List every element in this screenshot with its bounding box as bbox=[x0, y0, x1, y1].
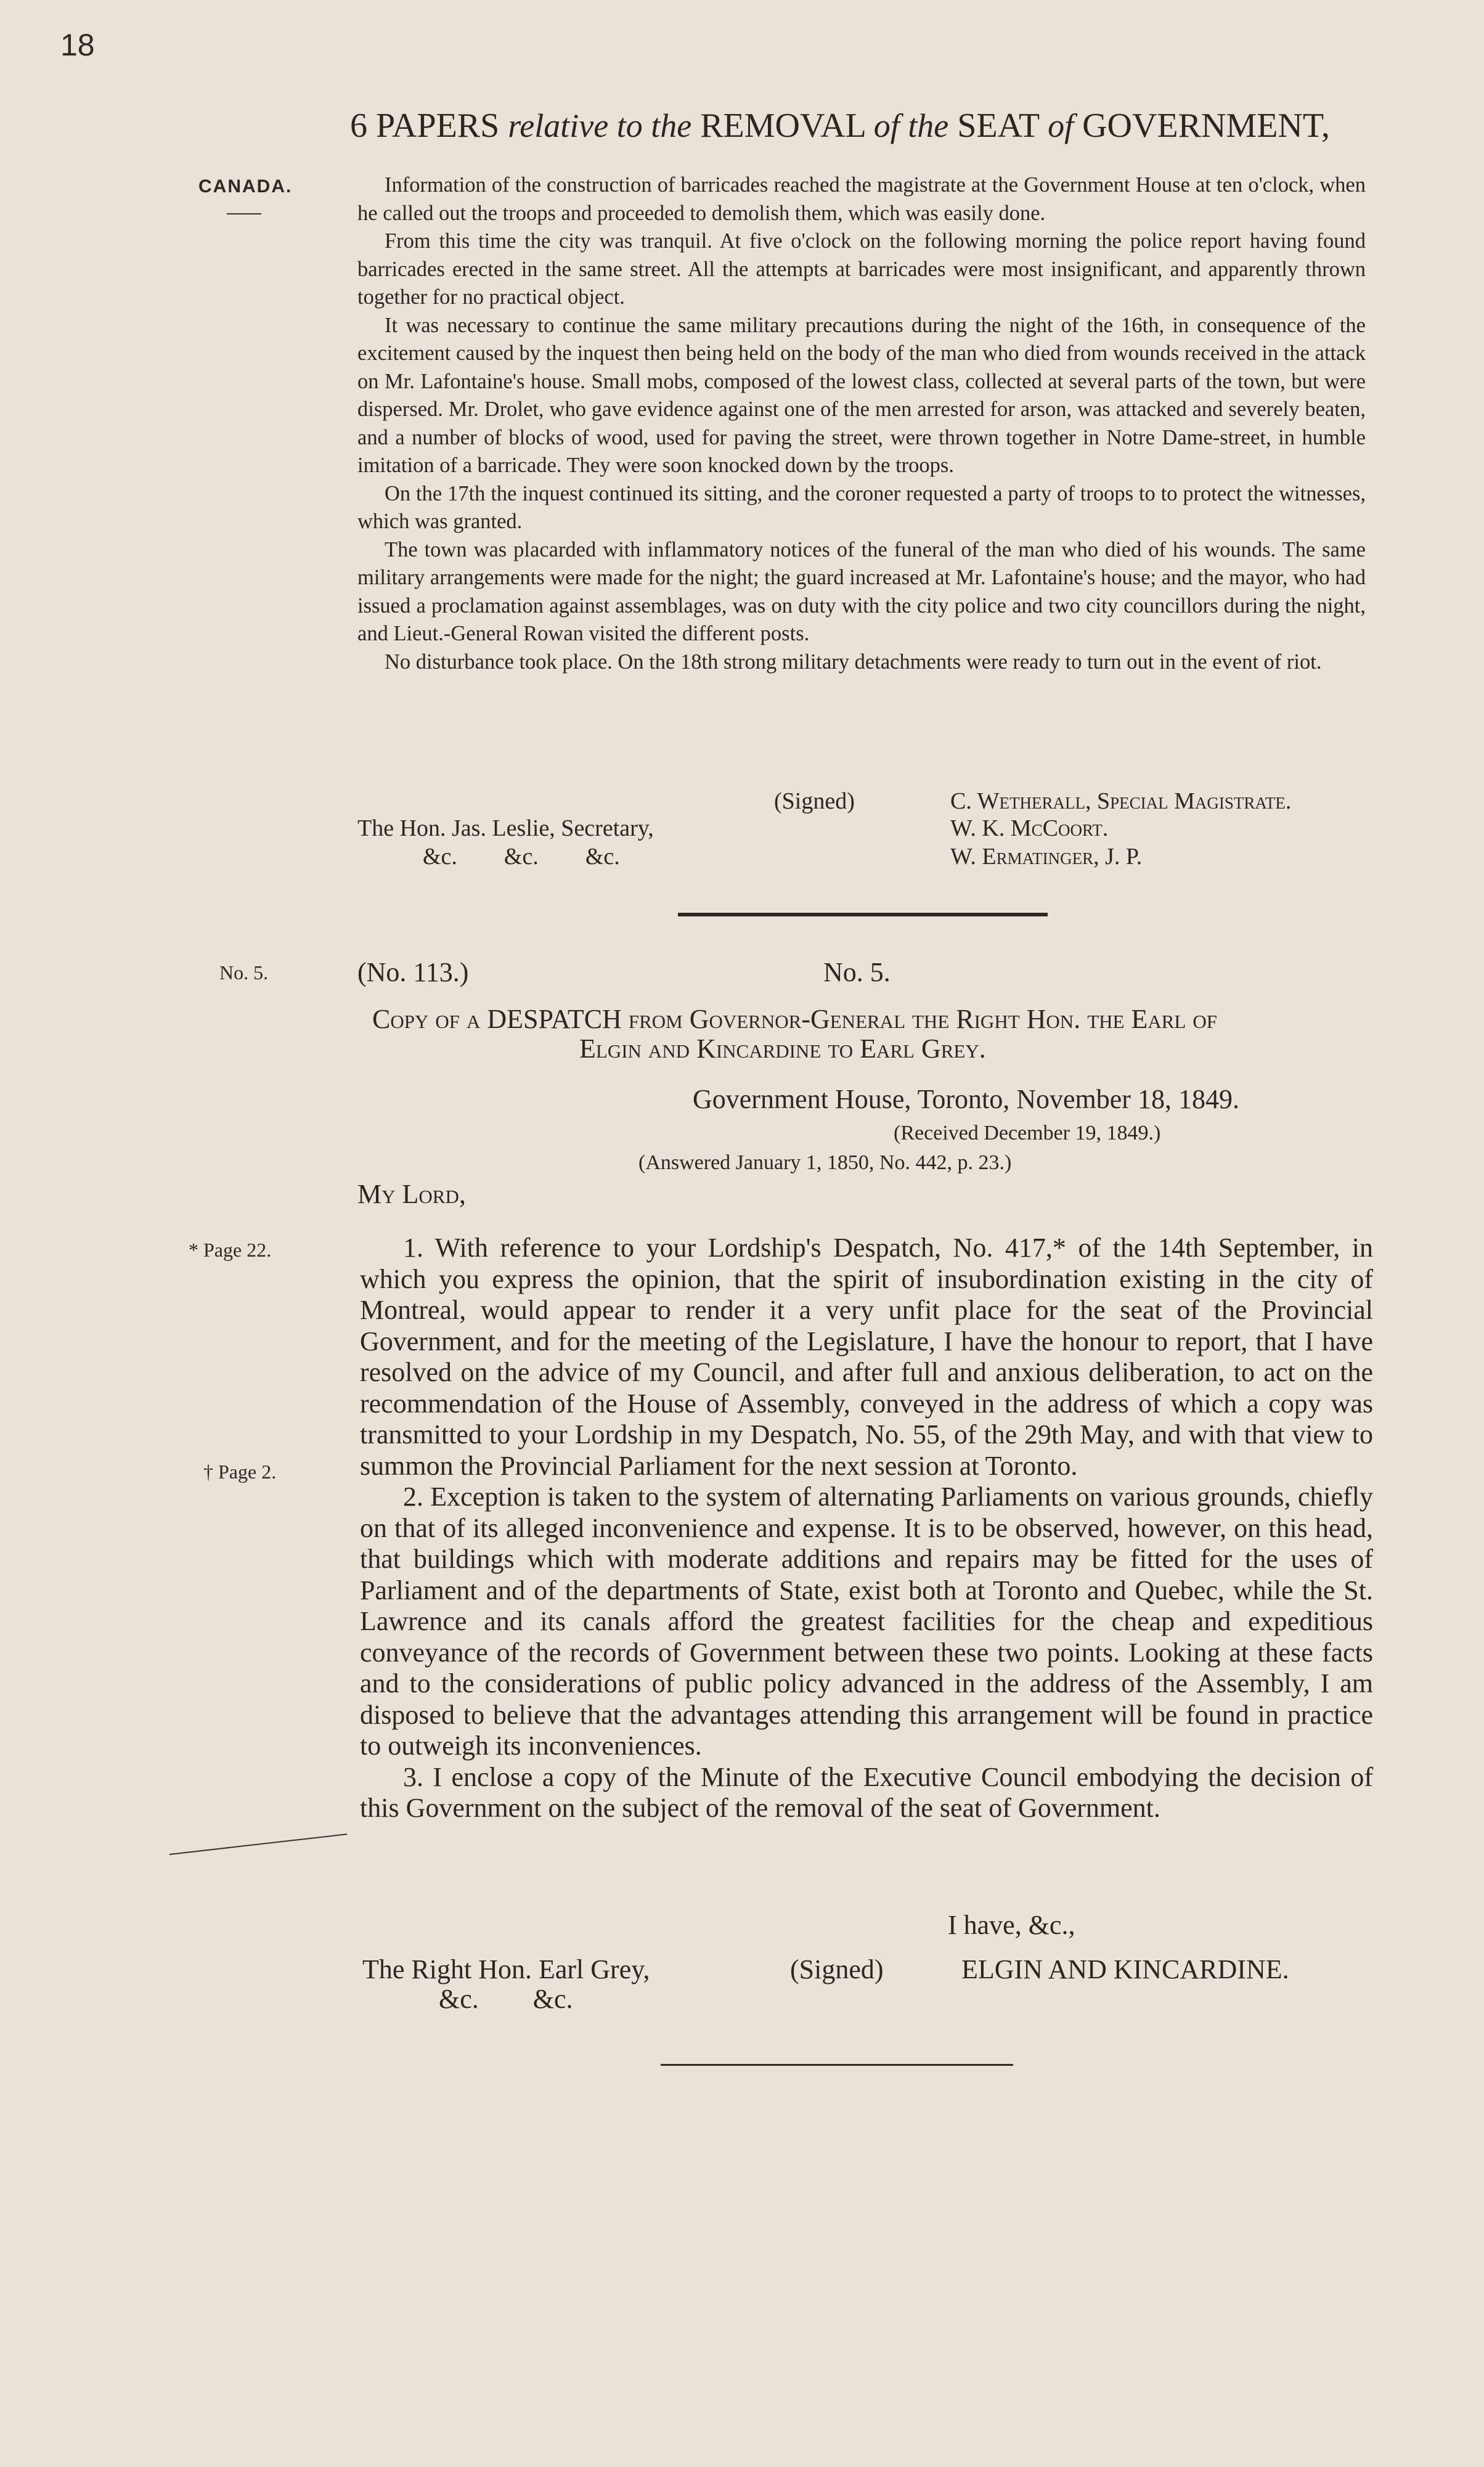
report-signature-wetherall: C. Wetherall, Special Magistrate. bbox=[950, 788, 1292, 814]
report-paragraph: From this time the city was tranquil. At five o'clock on the following morning the police report having found barricades erected in the same street. All the attempts at barricades were most insignificant, and apparently thrown together for no practical object. bbox=[357, 229, 1366, 309]
despatch-answered: (Answered January 1, 1850, No. 442, p. 23.) bbox=[638, 1151, 1012, 1174]
despatch-title-line1: Copy of a DESPATCH from Governor-General the Right Hon. the Earl of bbox=[372, 1004, 1217, 1034]
margin-rule bbox=[227, 213, 261, 214]
despatch-body bbox=[360, 1233, 1373, 1824]
despatch-no-label: No. 5. bbox=[823, 957, 891, 987]
report-paragraph: Information of the construction of barricades reached the magistrate at the Government House at ten o'clock, when he called out the troops and proceeded to demolish them, which was easily done. bbox=[357, 173, 1366, 225]
report-text bbox=[357, 171, 1366, 676]
despatch-received: (Received December 19, 1849.) bbox=[894, 1122, 1161, 1144]
despatch-addressee-etc: &c. &c. bbox=[439, 1984, 573, 2014]
running-head-seat: SEAT bbox=[948, 107, 1048, 145]
despatch-paragraph: 1. With reference to your Lordship's Despatch, No. 417,* of the 14th September, in which you express the opinion, that the spirit of insubordination existing in the city of Montreal, would appear to render it a very unfit place for the seat of the Provincial Government, and for the meeting of the Legislature, I have the honour to report, that I have resolved on the advice of my Council, and after full and anxious deliberation, to act on the recommendation of the House of Assembly, conveyed in the address of which a copy was transmitted to your Lordship in my Despatch, No. 55, of the 29th May, and with that view to summon the Provincial Parliament for the next session at Toronto. bbox=[360, 1233, 1373, 1481]
report-addressee-etc: &c. &c. &c. bbox=[423, 844, 620, 870]
report-signature-mccoort: W. K. McCoort. bbox=[950, 815, 1109, 841]
report-signed: (Signed) bbox=[774, 788, 855, 814]
report-paragraph: The town was placarded with inflammatory notices of the funeral of the man who died of his wounds. The same military arrangements were made for the night; the guard increased at Mr. Lafontaine's house; and the mayor, who had issued a proclamation against assemblages, was on duty with the city police and two city councillors during the night, and Lieut.-General Rowan visited the different posts. bbox=[357, 537, 1366, 645]
margin-note-page-22: * Page 22. bbox=[189, 1239, 272, 1261]
running-head-of-2: of bbox=[1048, 107, 1074, 144]
despatch-closing: I have, &c., bbox=[948, 1910, 1075, 1940]
margin-note-canada: CANADA. bbox=[198, 176, 293, 197]
running-head-removal: REMOVAL bbox=[691, 107, 874, 145]
pencil-mark bbox=[169, 1833, 347, 1855]
margin-note-page-2: † Page 2. bbox=[203, 1461, 277, 1483]
page-number: 18 bbox=[60, 28, 95, 62]
report-paragraph: No disturbance took place. On the 18th strong military detachments were ready to turn out in the event of riot. bbox=[385, 650, 1322, 674]
despatch-place-date: Government House, Toronto, November 18, 1849. bbox=[693, 1084, 1239, 1114]
despatch-title-line2: Elgin and Kincardine to Earl Grey. bbox=[579, 1034, 986, 1064]
despatch-signature: ELGIN AND KINCARDINE. bbox=[961, 1954, 1289, 1984]
report-paragraph: On the 17th the inquest continued its sitting, and the coroner requested a party of troops to to protect the witnesses, which was granted. bbox=[357, 481, 1366, 533]
report-signature-ermatinger: W. Ermatinger, J. P. bbox=[950, 844, 1143, 870]
running-head-prefix: 6 PAPERS bbox=[350, 107, 508, 145]
running-head-relative: relative to the bbox=[508, 107, 692, 144]
running-head bbox=[350, 106, 1373, 145]
running-head-government: GOVERNMENT, bbox=[1074, 107, 1330, 145]
despatch-signed: (Signed) bbox=[790, 1954, 884, 1984]
despatch-paragraph: 3. I enclose a copy of the Minute of the Executive Council embodying the decision of this Government on the subject of the removal of the seat of Government. bbox=[360, 1761, 1373, 1823]
running-head-of: of the bbox=[873, 107, 949, 144]
report-addressee: The Hon. Jas. Leslie, Secretary, bbox=[357, 815, 654, 841]
section-divider bbox=[678, 913, 1048, 916]
report-paragraph: It was necessary to continue the same military precautions during the night of the 16th, in consequence of the excitement caused by the inquest then being held on the body of the man who died from wounds received in the attack on Mr. Lafontaine's house. Small mobs, composed of the lowest class, collected at several parts of the town, but were dispersed. Mr. Drolet, who gave evidence against one of the men arrested for arson, was attacked and severely beaten, and a number of blocks of wood, used for paving the street, were thrown together in Notre Dame-street, in humble imitation of a barricade. They were soon knocked down by the troops. bbox=[357, 313, 1366, 477]
margin-note-no5: No. 5. bbox=[219, 961, 269, 984]
despatch-paragraph: 2. Exception is taken to the system of alternating Parliaments on various grounds, chiefly on that of its alleged inconvenience and expense. It is to be observed, however, on this head, that buildings which with moderate additions and repairs may be fitted for the uses of Parliament and of the departments of State, exist both at Toronto and Quebec, while the St. Lawrence and its canals afford the greatest facilities for the cheap and expeditious conveyance of the records of Government between these two points. Looking at these facts and to the considerations of public policy advanced in the address of the Assembly, I am disposed to believe that the advantages attending this arrangement will be found in practice to outweigh its inconveniences. bbox=[360, 1482, 1373, 1761]
despatch-salutation: My Lord, bbox=[357, 1179, 466, 1209]
despatch-addressee: The Right Hon. Earl Grey, bbox=[362, 1954, 650, 1984]
despatch-number: (No. 113.) bbox=[357, 957, 469, 987]
end-rule bbox=[661, 2064, 1013, 2066]
